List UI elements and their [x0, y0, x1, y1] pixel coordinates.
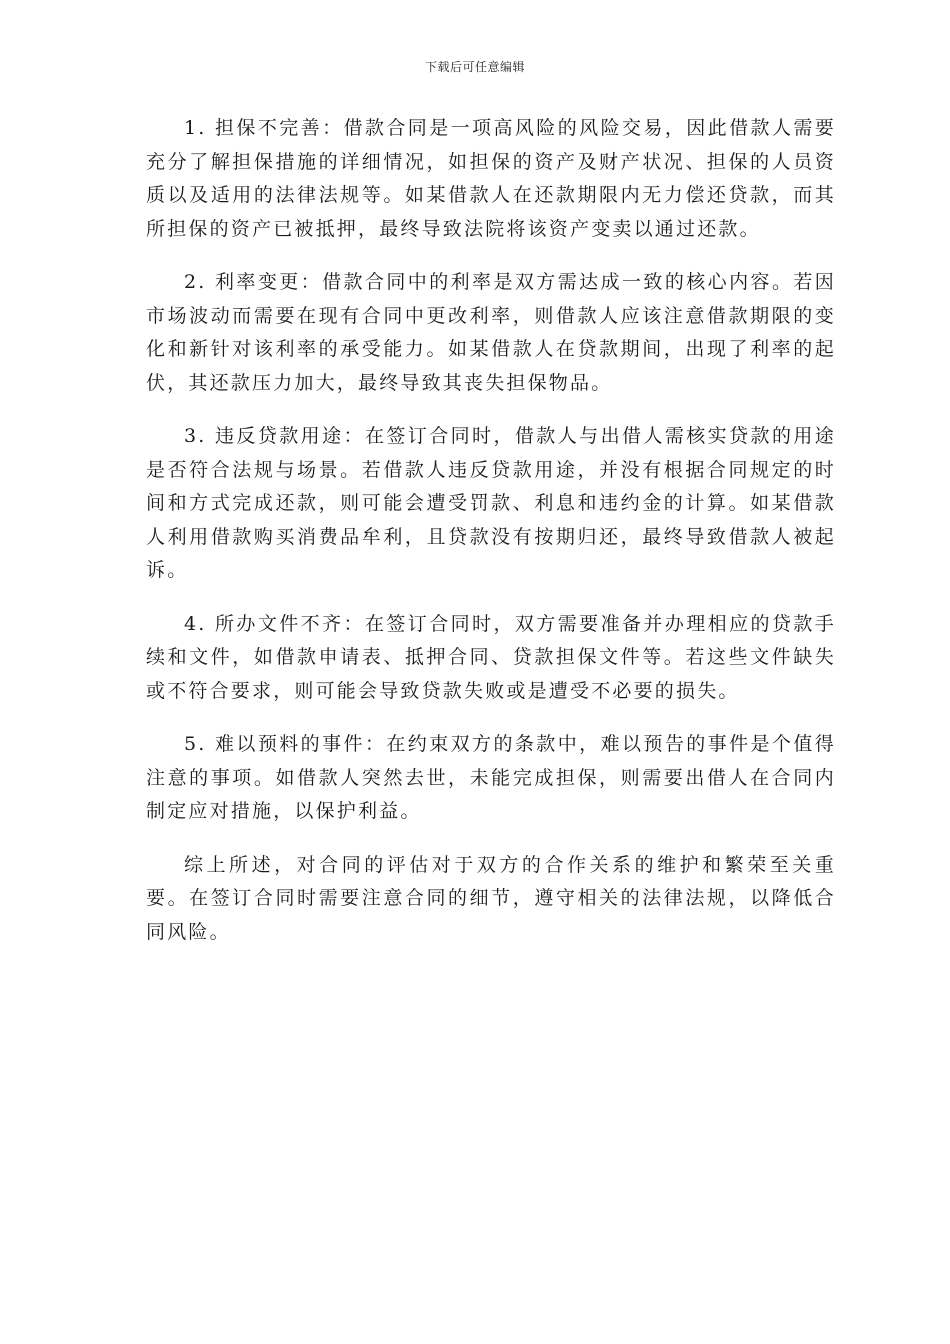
- paragraph-loan-purpose: 3. 违反贷款用途：在签订合同时，借款人与出借人需核实贷款的用途是否符合法规与场景。若借款人违反贷款用途，并没有根据合同规定的时间和方式完成还款，则可能会遭受罚款、利息和违约金的计算。如某借款人利用借款购买消费品牟利，且贷款没有按期归还，最终导致借款人被起诉。: [146, 425, 836, 581]
- header-note: 下载后可任意编辑: [424, 60, 525, 74]
- paragraph-guarantee: 1. 担保不完善：借款合同是一项高风险的风险交易，因此借款人需要充分了解担保措施的详细情况，如担保的资产及财产状况、担保的人员资质以及适用的法律法规等。如某借款人在还款期限内无力偿还贷款，而其所担保的资产已被抵押，最终导致法院将该资产变卖以通过还款。: [146, 117, 836, 240]
- paragraph-summary: 综上所述，对合同的评估对于双方的合作关系的维护和繁荣至关重要。在签订合同时需要注意合同的细节，遵守相关的法律法规，以降低合同风险。: [146, 853, 836, 943]
- paragraph-interest-rate: 2. 利率变更：借款合同中的利率是双方需达成一致的核心内容。若因市场波动而需要在现有合同中更改利率，则借款人应该注意借款期限的变化和新针对该利率的承受能力。如某借款人在贷款期间，出现了利率的起伏，其还款压力加大，最终导致其丧失担保物品。: [146, 271, 836, 394]
- paragraph-documents: 4. 所办文件不齐：在签订合同时，双方需要准备并办理相应的贷款手续和文件，如借款申请表、抵押合同、贷款担保文件等。若这些文件缺失或不符合要求，则可能会导致贷款失败或是遭受不必要的损失。: [146, 612, 836, 702]
- document-body: [146, 112, 836, 969]
- paragraph-unforeseen-events: 5. 难以预料的事件：在约束双方的条款中，难以预告的事件是个值得注意的事项。如借款人突然去世，未能完成担保，则需要出借人在合同内制定应对措施，以保护利益。: [146, 733, 836, 822]
